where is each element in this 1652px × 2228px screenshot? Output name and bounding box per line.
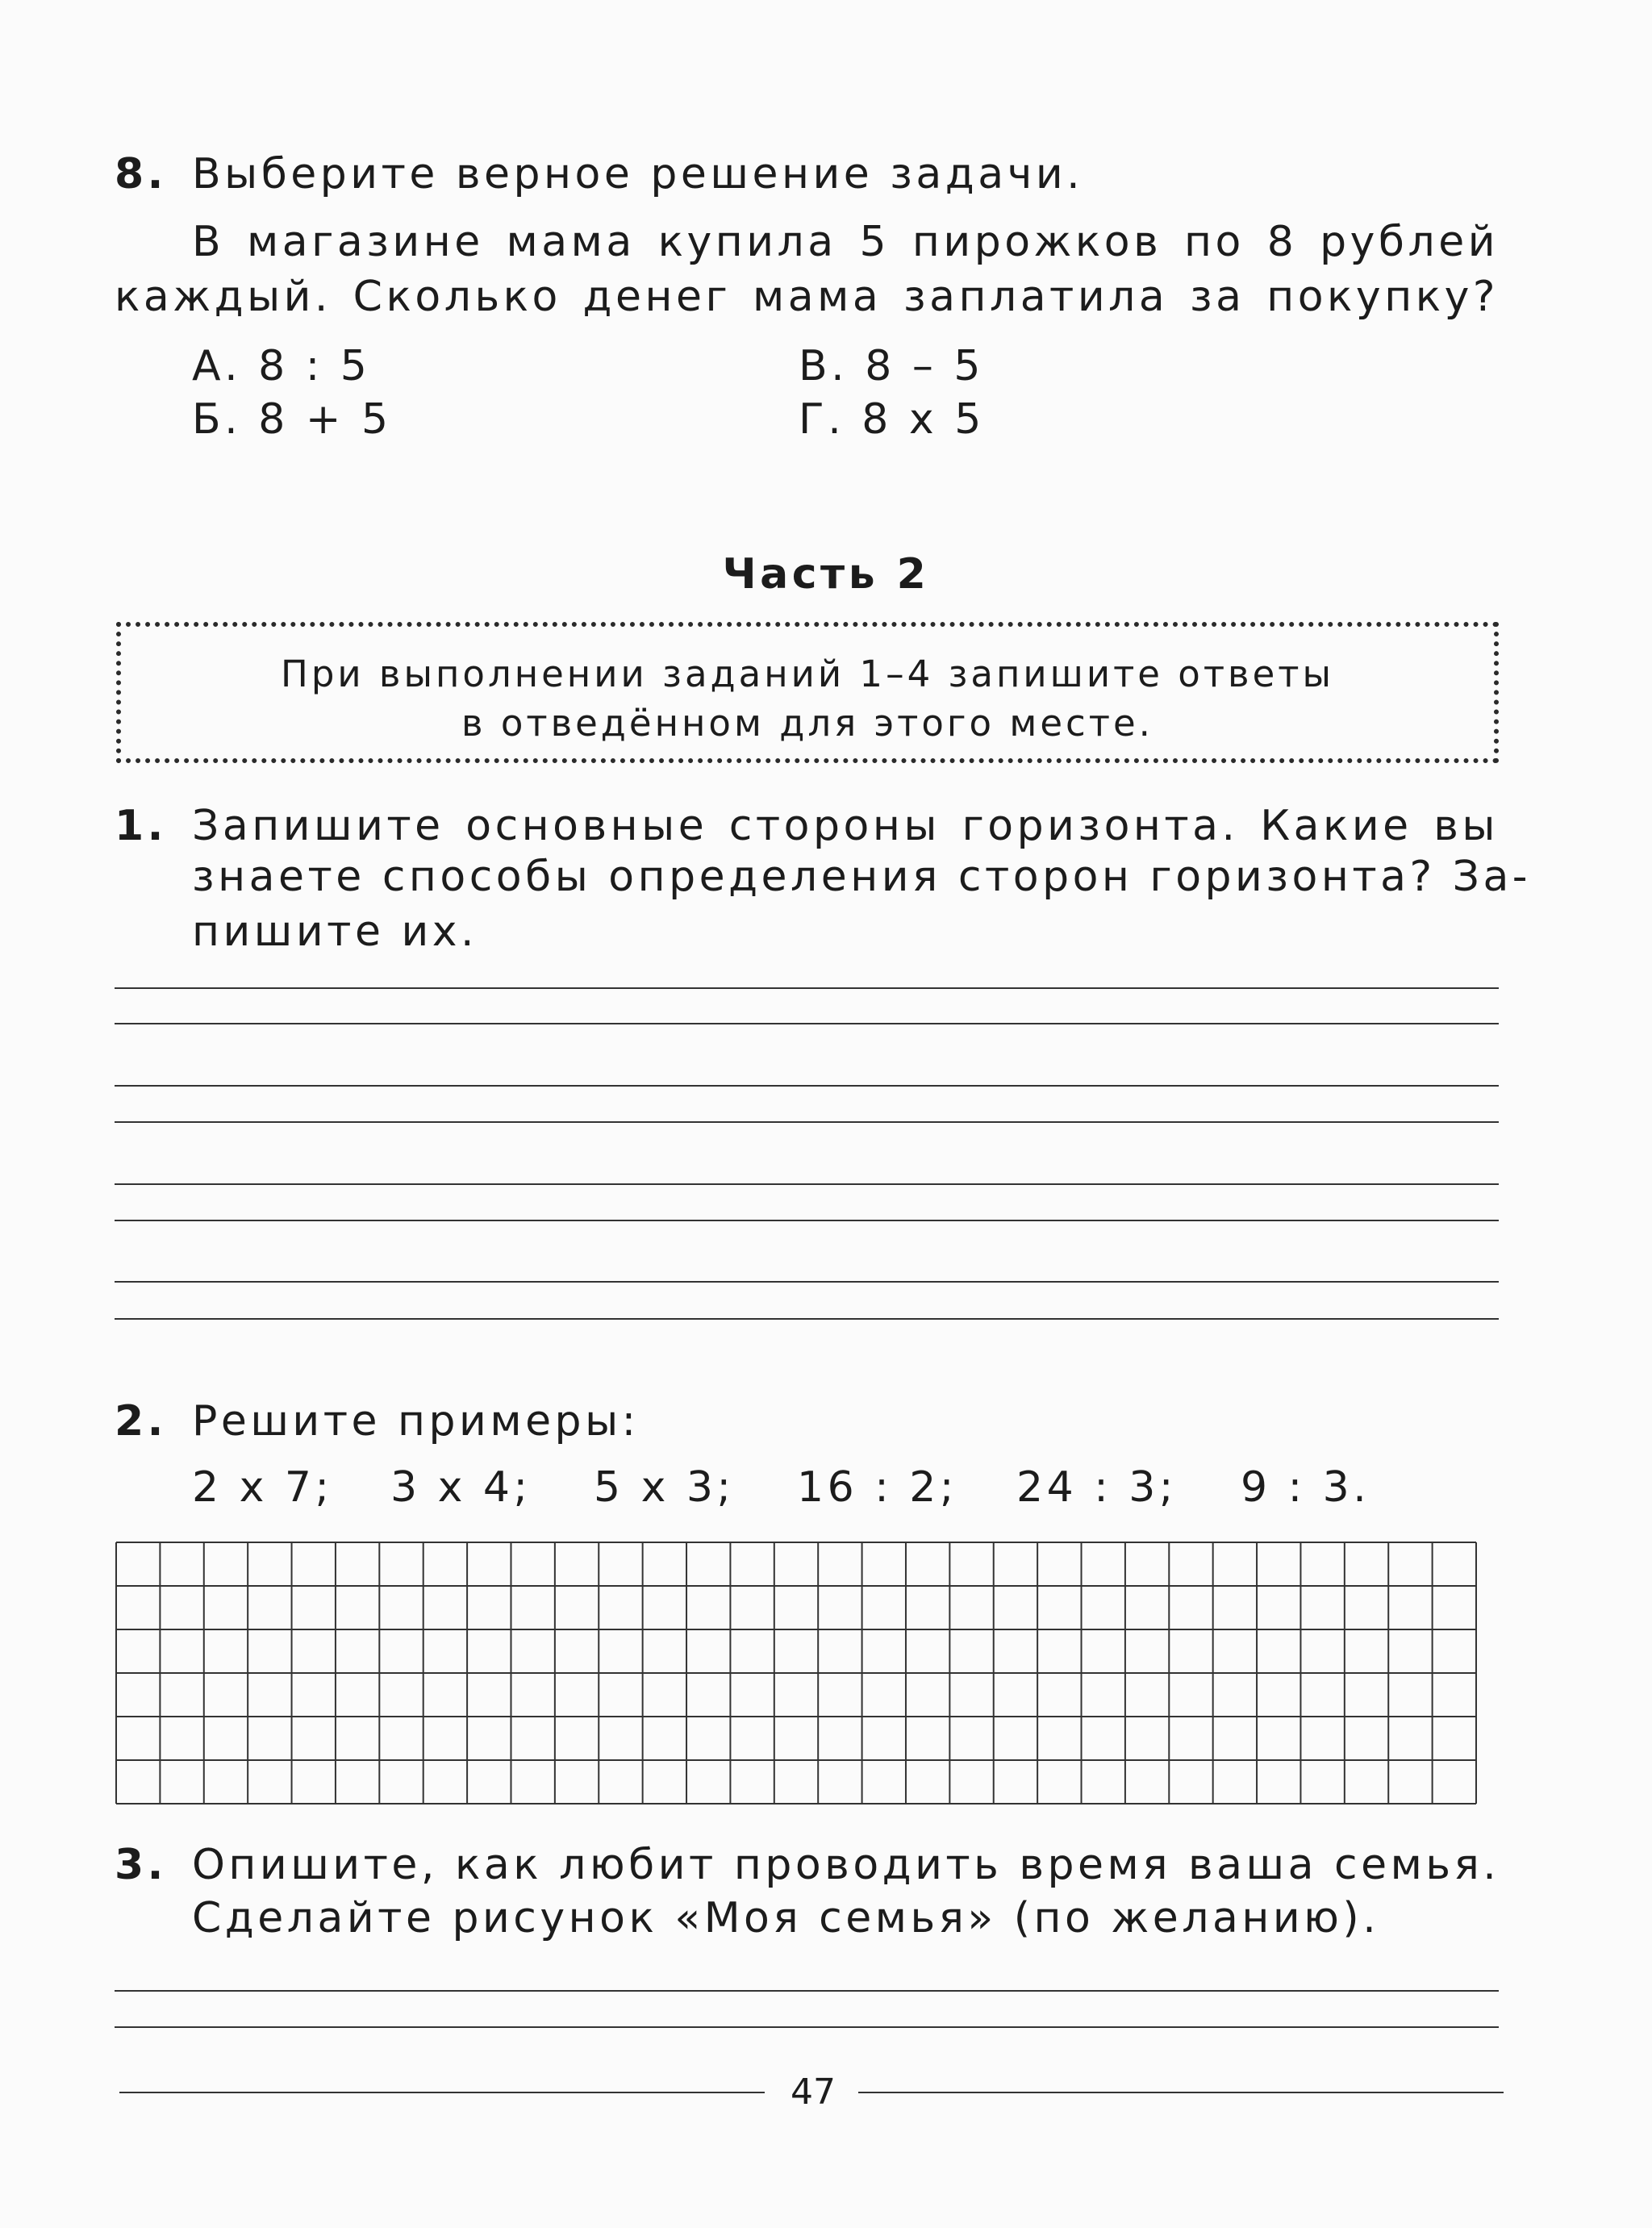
answer-line	[115, 1990, 1499, 1992]
page-number: 47	[791, 2072, 836, 2113]
answer-line	[115, 2026, 1499, 2028]
part2-heading: Часть 2	[722, 550, 930, 599]
task8-number: 8.	[115, 150, 167, 198]
answer-line	[115, 1281, 1499, 1283]
answer-line	[115, 1220, 1499, 1221]
footer-line-left	[119, 2092, 765, 2093]
task2-title: Решите примеры:	[192, 1397, 640, 1446]
task8-option-b: Б. 8 + 5	[192, 395, 392, 444]
task3-line2: Сделайте рисунок «Моя семья» (по желанию).	[192, 1894, 1380, 1942]
task8-text-line1: В магазине мама купила 5 пирожков по 8 рублей	[192, 218, 1499, 266]
instruction-line1: При выполнении заданий 1–4 запишите ответы	[280, 653, 1334, 695]
task8-option-a: А. 8 : 5	[192, 342, 371, 390]
task8-option-g: Г. 8 х 5	[799, 395, 985, 444]
instruction-line2: в отведённом для этого месте.	[461, 702, 1153, 745]
task2-number: 2.	[115, 1397, 167, 1446]
answer-line	[115, 1085, 1499, 1087]
footer-line-right	[858, 2092, 1504, 2093]
task2-example-6: 9 : 3.	[1241, 1463, 1370, 1512]
task2-example-4: 16 : 2;	[797, 1463, 957, 1512]
task8-title: Выберите верное решение задачи.	[192, 150, 1084, 198]
answer-line	[115, 1318, 1499, 1320]
answer-line	[115, 1183, 1499, 1185]
task2-example-1: 2 х 7;	[192, 1463, 333, 1512]
task2-answer-grid[interactable]	[115, 1541, 1478, 1805]
answer-line	[115, 1121, 1499, 1123]
instruction-box	[116, 622, 1499, 763]
task3-number: 3.	[115, 1841, 167, 1889]
answer-line	[115, 987, 1499, 989]
task8-option-v: В. 8 – 5	[799, 342, 984, 390]
task2-example-2: 3 х 4;	[390, 1463, 532, 1512]
task3-line1: Опишите, как любит проводить время ваша семья.	[192, 1841, 1500, 1889]
answer-line	[115, 1023, 1499, 1024]
task1-line2: знаете способы определения сторон горизонта? За-	[192, 853, 1532, 901]
task2-example-3: 5 х 3;	[594, 1463, 735, 1512]
task1-number: 1.	[115, 802, 167, 850]
task8-text-line2: каждый. Сколько денег мама заплатила за покупку?	[115, 273, 1499, 321]
task2-example-5: 24 : 3;	[1016, 1463, 1177, 1512]
task1-line3: пишите их.	[192, 907, 478, 956]
task1-line1: Запишите основные стороны горизонта. Какие вы	[192, 802, 1499, 850]
